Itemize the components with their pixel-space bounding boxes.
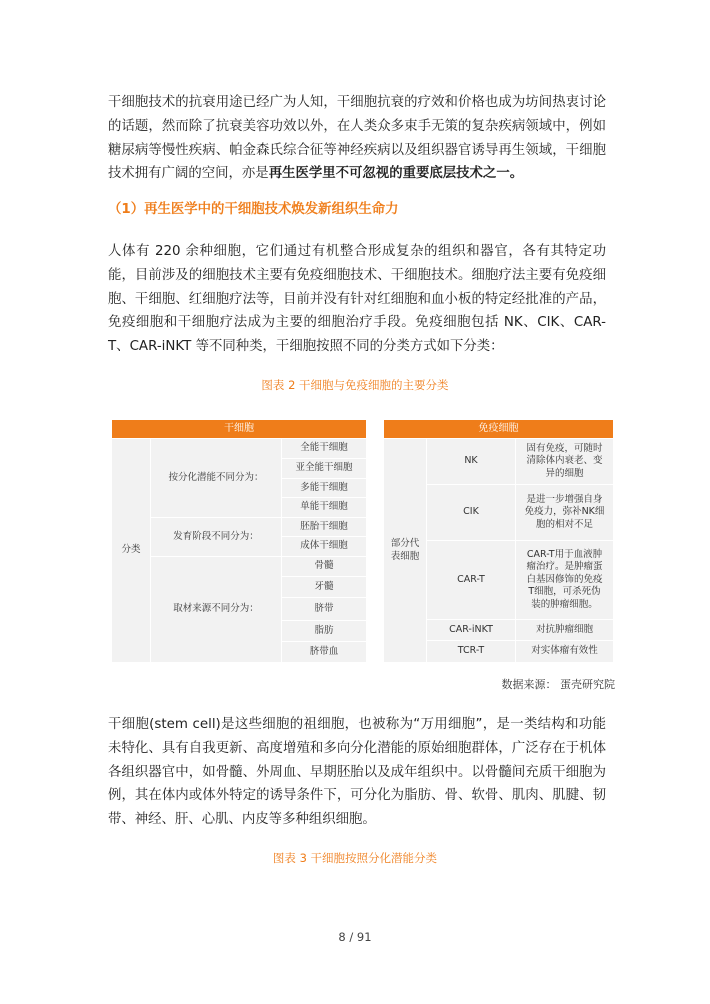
stem-item: 多能干细胞 xyxy=(282,479,366,497)
immune-cell-name: CAR-iNKT xyxy=(427,620,515,640)
intro-bold-text: 再生医学里不可忽视的重要底层技术之一。 xyxy=(268,166,524,182)
stem-item: 牙髓 xyxy=(282,577,366,597)
immune-cell-desc: 对实体瘤有效性 xyxy=(516,641,613,662)
figure-2-caption: 图表 2 干细胞与免疫细胞的主要分类 xyxy=(261,378,449,392)
stem-left-label: 分类 xyxy=(112,439,150,662)
stem-item: 脐带血 xyxy=(282,642,366,662)
immune-cell-name: CAR-T xyxy=(427,541,515,619)
immune-cell-desc: 是进一步增强自身免疫力，弥补NK细胞的相对不足 xyxy=(516,485,613,540)
stem-item: 亚全能干细胞 xyxy=(282,459,366,478)
stem-item: 胚胎干细胞 xyxy=(282,518,366,536)
source-note: 数据来源： 蛋壳研究院 xyxy=(501,678,615,691)
paragraph-3: 干细胞(stem cell)是这些细胞的祖细胞，也被称为“万用细胞”，是一类结构和功能未特化、具有自我更新、高度增殖和多向分化潜能的原始细胞群体，广泛存在于机体各组织器官中，如骨髓、外周血、早期胚胎以及成年组织中。以骨髓间充质干细胞为例，其在体内或体外特定的诱导条件下，可分化为脂肪、骨、软骨、肌肉、肌腱、韧带、神经、肝、心肌、内皮等多种组织细胞。 xyxy=(108,717,606,828)
immune-left-label: 部分代表细胞 xyxy=(384,439,426,662)
stem-item: 成体干细胞 xyxy=(282,537,366,556)
immune-cell-table xyxy=(384,420,613,662)
immune-table-header: 免疫细胞 xyxy=(384,420,613,438)
section-heading: （1）再生医学中的干细胞技术焕发新组织生命力 xyxy=(108,202,399,217)
stem-group-label: 发育阶段不同分为： xyxy=(151,518,281,556)
stem-table-header: 干细胞 xyxy=(112,420,366,438)
stem-item: 单能干细胞 xyxy=(282,498,366,517)
immune-cell-desc: CAR-T用于血液肿瘤治疗。是肿瘤蛋白基因修饰的免疫T细胞，可杀死伪装的肿瘤细胞。 xyxy=(516,541,613,619)
page-number: 8 / 91 xyxy=(338,930,372,944)
figure-3-caption: 图表 3 干细胞按照分化潜能分类 xyxy=(272,851,438,865)
intro-text: 干细胞技术的抗衰用途已经广为人知，干细胞抗衰的疗效和价格也成为坊间热衷讨论的话题，然而除了抗衰美容功效以外，在人类众多束手无策的复杂疾病领域中，例如糖尿病等慢性疾病、帕金森氏综合征等神经疾病以及组织器官诱导再生领域，干细胞技术拥有广阔的空间，亦是 xyxy=(108,95,606,182)
stem-item: 脐带 xyxy=(282,598,366,620)
paragraph-2: 人体有 220 余种细胞，它们通过有机整合形成复杂的组织和器官，各有其特定功能，目前涉及的细胞技术主要有免疫细胞技术、干细胞技术。细胞疗法主要有免疫细胞、干细胞、红细胞疗法等，目前并没有针对红细胞和血小板的特定经批准的产品，免疫细胞和干细胞疗法成为主要的细胞治疗手段。免疫细胞包括 NK、CIK、CAR-T、CAR-iNKT 等不同种类，干细胞按照不同的分类方式如下分类： xyxy=(108,244,606,355)
stem-cell-table xyxy=(112,420,366,662)
immune-cell-name: CIK xyxy=(427,485,515,540)
immune-cell-desc: 固有免疫，可随时清除体内衰老、变异的细胞 xyxy=(516,439,613,484)
stem-group-label: 取材来源不同分为： xyxy=(151,557,281,662)
immune-cell-desc: 对抗肿瘤细胞 xyxy=(516,620,613,640)
intro-paragraph xyxy=(108,91,606,186)
immune-cell-name: TCR-T xyxy=(427,641,515,662)
stem-group-label: 按分化潜能不同分为： xyxy=(151,439,281,517)
stem-item: 骨髓 xyxy=(282,557,366,576)
stem-item: 全能干细胞 xyxy=(282,439,366,458)
stem-item: 脂肪 xyxy=(282,621,366,641)
immune-cell-name: NK xyxy=(427,439,515,484)
